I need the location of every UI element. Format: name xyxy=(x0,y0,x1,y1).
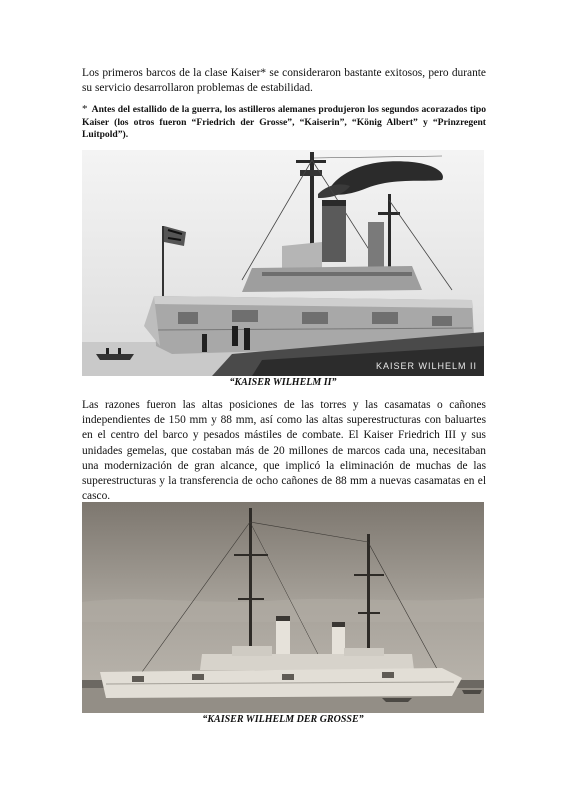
footnote-marker: * xyxy=(82,103,88,115)
photo2-caption: “KAISER WILHELM DER GROSSE” xyxy=(202,714,364,725)
intro-paragraph: Los primeros barcos de la clase Kaiser* se consideraron bastante exitosos, pero durante su servicio desarrollaron problemas de estabilidad. xyxy=(82,67,486,94)
photo1-watermark: KAISER WILHELM II xyxy=(375,361,477,371)
photo1-caption: “KAISER WILHELM II” xyxy=(229,377,337,388)
footnote xyxy=(82,103,486,142)
footnote-text: Antes del estallido de la guerra, los astilleros alemanes produjeron los segundos acorazados tipo Kaiser (los otros fueron “Friedrich der Grosse”, “Kaiserin”, “König Albert” y “Prinzregent Luitpold”). xyxy=(82,104,486,140)
photo-kaiser-wilhelm-der-grosse xyxy=(82,502,484,713)
body-paragraph: Las razones fueron las altas posiciones de las torres y las casamatas o cañones independientes de 150 mm y 88 mm, así como las altas superestructuras con baluartes en el centro del barco y pesados mástiles de combate. El Kaiser Friedrich III y sus unidades gemelas, que costaban más de 20 millones de marcos cada una, necesitaban una modernización de gran alcance, que implicó la eliminación de muchas de las superestructuras y la transferencia de ocho cañones de 88 mm a nuevas casamatas en el casco. xyxy=(82,399,486,503)
photo-kaiser-wilhelm-ii xyxy=(82,150,484,376)
